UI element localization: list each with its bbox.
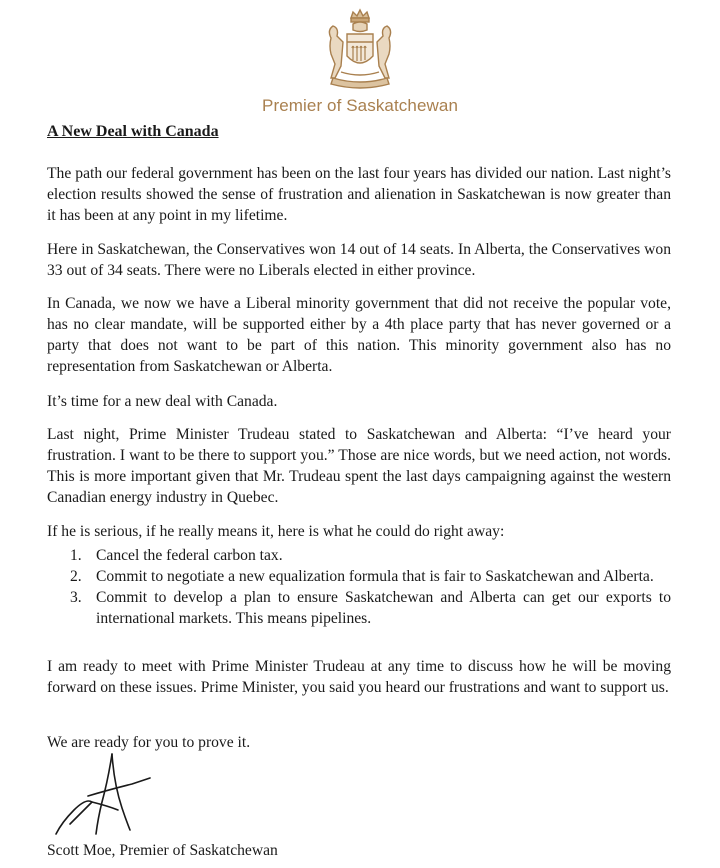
body-paragraph-2: Here in Saskatchewan, the Conservatives won 14 out of 14 seats. In Alberta, the Conservatives won 33 out of 34 seats. There were no Liberals elected in either province. <box>47 241 671 279</box>
body-paragraph-4: It’s time for a new deal with Canada. <box>47 393 278 410</box>
body-paragraph-3: In Canada, we now we have a Liberal minority government that did not receive the popular vote, has no clear mandate, will be supported either by a 4th place party that has never governed or a party that does not want to be part of this nation. This minority government also has no representation from Saskatchewan or Alberta. <box>47 295 671 375</box>
letter-title: A New Deal with Canada <box>47 123 219 140</box>
body-paragraph-5: Last night, Prime Minister Trudeau stated to Saskatchewan and Alberta: “I’ve heard your frustration. I want to be there to support you.” Those are nice words, but we need action, not words. This is more important given that Mr. Trudeau spent the last days campaigning against the western Canadian energy industry in Quebec. <box>47 426 671 506</box>
list-item <box>47 587 671 629</box>
coat-of-arms-icon <box>313 8 407 94</box>
closing-paragraph-1: I am ready to meet with Prime Minister Trudeau at any time to discuss how he will be moving forward on these issues. Prime Minister, you said you heard our frustrations and want to support us. <box>47 658 671 696</box>
closing-paragraph-2: We are ready for you to prove it. <box>47 734 251 751</box>
signature-icon <box>52 750 170 840</box>
list-item-text: Commit to develop a plan to ensure Saskatchewan and Alberta can get our exports to international markets. This means pipelines. <box>96 589 671 627</box>
list-item-number: 3. <box>70 589 82 606</box>
list-item-text: Cancel the federal carbon tax. <box>96 547 283 564</box>
signer-name: Scott Moe, Premier of Saskatchewan <box>47 842 278 859</box>
list-item <box>47 566 671 587</box>
body-paragraph-6: If he is serious, if he really means it, here is what he could do right away: <box>47 523 505 540</box>
list-item-number: 2. <box>70 568 82 585</box>
list-item-text: Commit to negotiate a new equalization formula that is fair to Saskatchewan and Alberta. <box>96 568 654 585</box>
demands-list <box>47 545 671 629</box>
list-item-number: 1. <box>70 547 82 564</box>
body-paragraph-1: The path our federal government has been on the last four years has divided our nation. Last night’s election results showed the sense of frustration and alienation in Saskatchewan is now greater than it has been at any point in my lifetime. <box>47 165 671 224</box>
list-item <box>47 545 671 566</box>
office-name: Premier of Saskatchewan <box>262 96 458 115</box>
